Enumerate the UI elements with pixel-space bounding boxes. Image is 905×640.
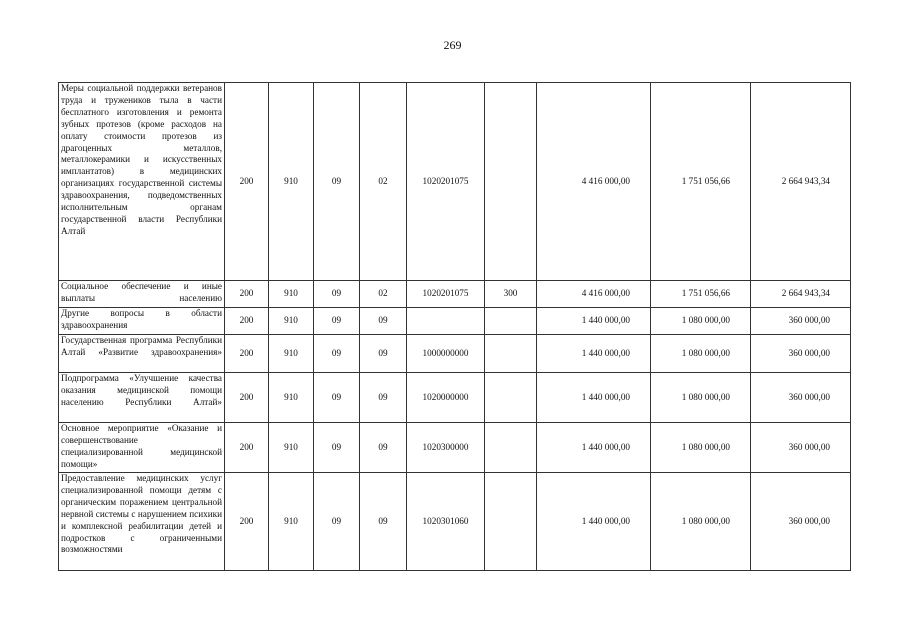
cell-c9: 360 000,00 (751, 423, 851, 473)
cell-c2: 910 (269, 473, 314, 571)
cell-c5: 1020301060 (407, 473, 485, 571)
cell-c6 (485, 423, 537, 473)
cell-c1: 200 (225, 373, 269, 423)
row-name: Другие вопросы в области здравоохранения (59, 308, 225, 335)
cell-c8: 1 080 000,00 (651, 335, 751, 373)
table-row (59, 373, 851, 423)
table-row (59, 83, 851, 281)
cell-c9: 360 000,00 (751, 373, 851, 423)
cell-c8: 1 751 056,66 (651, 281, 751, 308)
table-row (59, 308, 851, 335)
cell-c7: 4 416 000,00 (537, 83, 651, 281)
cell-c4: 02 (360, 281, 407, 308)
cell-c6 (485, 335, 537, 373)
row-name: Предоставление медицинских услуг специализированной помощи детям с органическим поражением центральной нервной системы с нарушением психики и комплексной реабилитации детей и подростков с ограниченными возможностями (59, 473, 225, 571)
cell-c9: 2 664 943,34 (751, 281, 851, 308)
row-name: Государственная программа Республики Алтай «Развитие здравоохранения» (59, 335, 225, 373)
cell-c2: 910 (269, 308, 314, 335)
cell-c9: 2 664 943,34 (751, 83, 851, 281)
cell-c3: 09 (314, 83, 360, 281)
table-row (59, 423, 851, 473)
cell-c7: 1 440 000,00 (537, 473, 651, 571)
cell-c6: 300 (485, 281, 537, 308)
cell-c1: 200 (225, 423, 269, 473)
cell-c3: 09 (314, 373, 360, 423)
row-name: Подпрограмма «Улучшение качества оказания медицинской помощи населению Республики Алтай» (59, 373, 225, 423)
cell-c3: 09 (314, 281, 360, 308)
budget-table (58, 82, 851, 571)
cell-c7: 4 416 000,00 (537, 281, 651, 308)
cell-c6 (485, 308, 537, 335)
cell-c3: 09 (314, 423, 360, 473)
cell-c8: 1 080 000,00 (651, 308, 751, 335)
cell-c4: 09 (360, 473, 407, 571)
cell-c1: 200 (225, 281, 269, 308)
cell-c8: 1 080 000,00 (651, 373, 751, 423)
cell-c2: 910 (269, 373, 314, 423)
table-row (59, 335, 851, 373)
cell-c6 (485, 373, 537, 423)
row-name: Основное мероприятие «Оказание и совершенствование специализированной медицинской помощи» (59, 423, 225, 473)
cell-c9: 360 000,00 (751, 308, 851, 335)
cell-c7: 1 440 000,00 (537, 373, 651, 423)
cell-c4: 09 (360, 335, 407, 373)
table-row (59, 473, 851, 571)
table-row (59, 281, 851, 308)
cell-c1: 200 (225, 83, 269, 281)
cell-c4: 02 (360, 83, 407, 281)
cell-c8: 1 751 056,66 (651, 83, 751, 281)
cell-c3: 09 (314, 335, 360, 373)
cell-c5: 1020201075 (407, 281, 485, 308)
cell-c4: 09 (360, 308, 407, 335)
cell-c7: 1 440 000,00 (537, 423, 651, 473)
cell-c2: 910 (269, 335, 314, 373)
cell-c8: 1 080 000,00 (651, 473, 751, 571)
cell-c7: 1 440 000,00 (537, 335, 651, 373)
cell-c1: 200 (225, 335, 269, 373)
cell-c1: 200 (225, 473, 269, 571)
cell-c3: 09 (314, 308, 360, 335)
cell-c8: 1 080 000,00 (651, 423, 751, 473)
cell-c5: 1020201075 (407, 83, 485, 281)
cell-c9: 360 000,00 (751, 473, 851, 571)
cell-c7: 1 440 000,00 (537, 308, 651, 335)
cell-c6 (485, 473, 537, 571)
cell-c4: 09 (360, 373, 407, 423)
cell-c6 (485, 83, 537, 281)
cell-c3: 09 (314, 473, 360, 571)
cell-c4: 09 (360, 423, 407, 473)
cell-c5: 1020300000 (407, 423, 485, 473)
row-name: Социальное обеспечение и иные выплаты населению (59, 281, 225, 308)
cell-c2: 910 (269, 423, 314, 473)
cell-c5: 1020000000 (407, 373, 485, 423)
page-number: 269 (443, 38, 462, 52)
cell-c1: 200 (225, 308, 269, 335)
row-name: Меры социальной поддержки ветеранов труда и тружеников тыла в части бесплатного изготовления и ремонта зубных протезов (кроме расходов на оплату стоимости протезов из драгоценных металлов, металлокерамики и искусственных имплантатов) в медицинских организациях государственной системы здравоохранения, подведомственных исполнительным органам государственной власти Республики Алтай (59, 83, 225, 281)
cell-c9: 360 000,00 (751, 335, 851, 373)
cell-c5: 1000000000 (407, 335, 485, 373)
cell-c2: 910 (269, 83, 314, 281)
cell-c5 (407, 308, 485, 335)
cell-c2: 910 (269, 281, 314, 308)
